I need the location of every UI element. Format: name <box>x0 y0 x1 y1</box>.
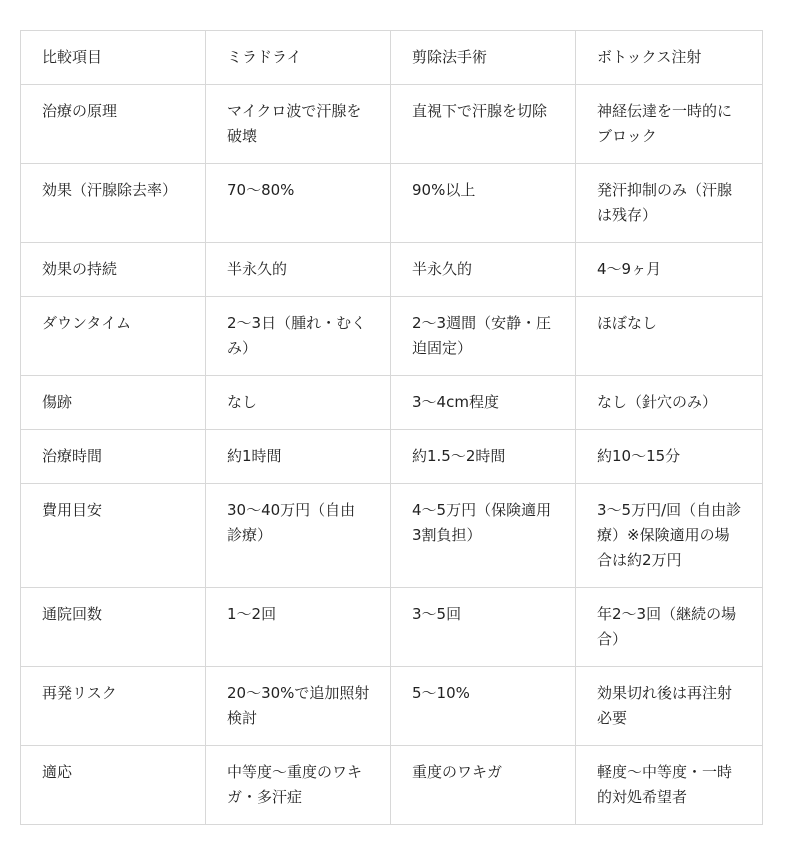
table-row <box>21 588 763 667</box>
table-cell: 3〜5万円/回（自由診療）※保険適用の場合は約2万円 <box>576 484 763 588</box>
header-cell-botox: ボトックス注射 <box>576 31 763 85</box>
table-cell: 重度のワキガ <box>391 746 576 825</box>
header-cell-surgery: 剪除法手術 <box>391 31 576 85</box>
table-row <box>21 484 763 588</box>
table-cell: 約10〜15分 <box>576 430 763 484</box>
row-label: 再発リスク <box>21 667 206 746</box>
table-cell: 30〜40万円（自由診療） <box>206 484 391 588</box>
row-label: 効果の持続 <box>21 243 206 297</box>
table-cell: 1〜2回 <box>206 588 391 667</box>
row-label: ダウンタイム <box>21 297 206 376</box>
table-cell: ほぼなし <box>576 297 763 376</box>
table-cell: 90%以上 <box>391 164 576 243</box>
comparison-table-container <box>20 30 762 825</box>
table-row <box>21 164 763 243</box>
table-row <box>21 376 763 430</box>
table-cell: マイクロ波で汗腺を破壊 <box>206 85 391 164</box>
table-row <box>21 667 763 746</box>
table-cell: 4〜9ヶ月 <box>576 243 763 297</box>
table-cell: 70〜80% <box>206 164 391 243</box>
row-label: 治療時間 <box>21 430 206 484</box>
table-cell: 約1.5〜2時間 <box>391 430 576 484</box>
table-cell: 中等度〜重度のワキガ・多汗症 <box>206 746 391 825</box>
table-cell: 約1時間 <box>206 430 391 484</box>
table-cell: 3〜5回 <box>391 588 576 667</box>
table-row <box>21 297 763 376</box>
table-cell: 神経伝達を一時的にブロック <box>576 85 763 164</box>
header-cell-miradry: ミラドライ <box>206 31 391 85</box>
header-cell-item: 比較項目 <box>21 31 206 85</box>
table-cell: 5〜10% <box>391 667 576 746</box>
table-cell: 発汗抑制のみ（汗腺は残存） <box>576 164 763 243</box>
table-cell: 3〜4cm程度 <box>391 376 576 430</box>
table-cell: 20〜30%で追加照射検討 <box>206 667 391 746</box>
table-cell: 効果切れ後は再注射必要 <box>576 667 763 746</box>
table-cell: 半永久的 <box>391 243 576 297</box>
table-cell: 2〜3日（腫れ・むくみ） <box>206 297 391 376</box>
row-label: 通院回数 <box>21 588 206 667</box>
row-label: 傷跡 <box>21 376 206 430</box>
row-label: 効果（汗腺除去率） <box>21 164 206 243</box>
table-cell: 半永久的 <box>206 243 391 297</box>
table-row <box>21 243 763 297</box>
table-header-row <box>21 31 763 85</box>
table-cell: 軽度〜中等度・一時的対処希望者 <box>576 746 763 825</box>
table-cell: 年2〜3回（継続の場合） <box>576 588 763 667</box>
row-label: 費用目安 <box>21 484 206 588</box>
row-label: 治療の原理 <box>21 85 206 164</box>
table-cell: 2〜3週間（安静・圧迫固定） <box>391 297 576 376</box>
table-cell: 4〜5万円（保険適用3割負担） <box>391 484 576 588</box>
table-row <box>21 85 763 164</box>
table-cell: なし <box>206 376 391 430</box>
comparison-table <box>20 30 763 825</box>
table-row <box>21 746 763 825</box>
table-cell: 直視下で汗腺を切除 <box>391 85 576 164</box>
table-cell: なし（針穴のみ） <box>576 376 763 430</box>
table-row <box>21 430 763 484</box>
row-label: 適応 <box>21 746 206 825</box>
